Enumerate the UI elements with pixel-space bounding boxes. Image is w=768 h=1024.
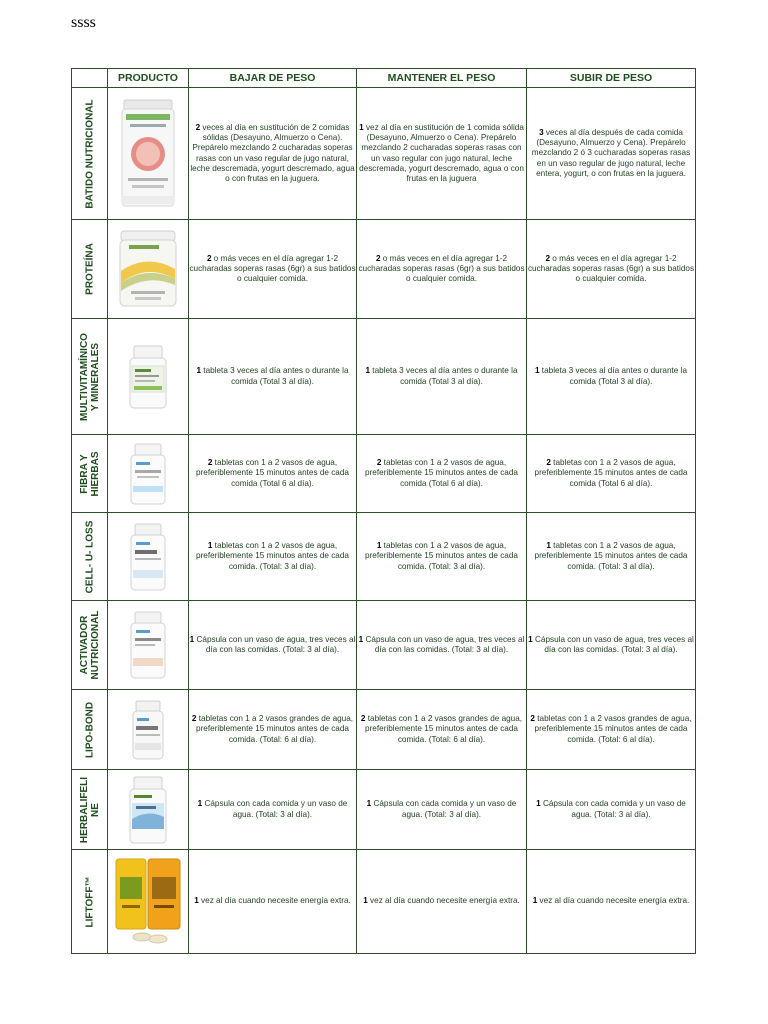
- dose-count: 1: [358, 634, 364, 644]
- dose-mantener-cell: [357, 770, 527, 850]
- category-cell: [72, 770, 108, 850]
- dose-mantener-cell: [357, 850, 527, 954]
- dose-count: 1: [534, 366, 540, 376]
- dose-text: vez al día en sustitución de 1 comida sólida (Desayuno, Almuerzo o Cena). Prepárelo mezclando 2 cucharadas soperas rasas con un vaso regular con jugo natural, leche descremada, yogurt descremado, agua o con frutas en la juguera: [359, 122, 524, 184]
- dose-bajar-cell: [189, 850, 357, 954]
- table-row: [72, 850, 696, 954]
- dose-text: Cápsula con cada comida y un vaso de agua. (Total: 3 al día).: [371, 799, 517, 819]
- dose-count: 1: [363, 896, 368, 906]
- category-cell: [72, 513, 108, 601]
- category-label: HERBALIFELI NE: [78, 776, 101, 843]
- category-cell: [72, 435, 108, 513]
- dose-text: tabletas con 1 a 2 vasos de agua, preferiblemente 15 minutos antes de cada comida. (Total: 3 al día).: [365, 541, 518, 571]
- dose-mantener-cell: [357, 319, 527, 435]
- dose-text: tabletas con 1 a 2 vasos de agua, preferiblemente 15 minutos antes de cada comida. (Total: 3 al día).: [534, 541, 688, 571]
- dose-text: Cápsula con cada comida y un vaso de agua. (Total: 3 al día).: [540, 799, 686, 819]
- dose-text: tabletas con 1 a 2 vasos grandes de agua, preferiblemente 15 minutos antes de cada comida. (Total: 6 al día).: [534, 714, 692, 744]
- dose-mantener-cell: [357, 435, 527, 513]
- category-label: BATIDO NUTRICIONAL: [84, 98, 95, 209]
- dose-subir-cell: [527, 850, 696, 954]
- category-cell: [72, 220, 108, 319]
- table-row: [72, 319, 696, 435]
- dose-text: tabletas con 1 a 2 vasos grandes de agua, preferiblemente 15 minutos antes de cada comida. (Total: 6 al día).: [365, 714, 523, 744]
- category-label: LIFTOFF™: [84, 876, 95, 927]
- dose-count: 1: [366, 799, 372, 809]
- herbalifeline-bottle-icon: [126, 775, 170, 845]
- dose-count: 1: [376, 541, 382, 551]
- dose-count: 2: [546, 458, 551, 468]
- multivitamin-bottle-icon: [126, 344, 170, 410]
- header-blank: [72, 69, 108, 88]
- product-image-cell: [108, 319, 189, 435]
- dose-text: tableta 3 veces al día antes o durante la comida (Total 3 al día).: [370, 366, 518, 386]
- table-row: [72, 435, 696, 513]
- dose-text: tabletas con 1 a 2 vasos de agua, preferiblemente 15 minutos antes de cada comida (Total 6 al día).: [196, 458, 349, 488]
- dose-count: 1: [536, 799, 541, 809]
- dose-text: tabletas con 1 a 2 vasos de agua, preferiblemente 15 minutos antes de cada comida (Total 6 al día).: [534, 458, 688, 488]
- dose-text: o más veces en el día agregar 1-2 cucharadas soperas rasas (6gr) a sus batidos o cualquier comida.: [527, 253, 695, 284]
- dose-bajar-cell: [189, 601, 357, 690]
- dose-mantener-cell: [357, 513, 527, 601]
- dose-count: 1: [546, 541, 551, 551]
- dose-count: 1: [196, 366, 202, 376]
- product-image-cell: [108, 513, 189, 601]
- dose-bajar-cell: [189, 770, 357, 850]
- dose-subir-cell: [527, 220, 696, 319]
- table-row: [72, 690, 696, 770]
- dose-count: 2: [375, 253, 381, 263]
- dose-bajar-cell: [189, 88, 357, 220]
- dose-text: veces al día en sustitución de 2 comidas sólidas (Desayuno, Almuerzo o Cena). Prepárelo mezclando 2 cucharadas soperas rasas con un vaso regular de jugo natural, leche descremada, yogurt descremado, agua o con frutas en la juguera.: [190, 122, 355, 184]
- dose-subir-cell: [527, 690, 696, 770]
- dose-count: 1: [532, 896, 538, 906]
- liftoff-tubes-icon: [112, 857, 184, 947]
- dose-count: 1: [194, 896, 199, 906]
- dose-text: veces al día después de cada comida (Desayuno, Almuerzo y Cena). Prepárelo mezclando 2 ó 3 cucharadas soperas rasas en un vaso regular de jugo natural, leche entera, yogurt, o con frutas en la juguera.: [531, 127, 691, 178]
- supplement-plan-table: [71, 68, 696, 954]
- table-row: [72, 513, 696, 601]
- dose-text: tableta 3 veces al día antes o durante la comida (Total 3 al día).: [201, 366, 349, 386]
- category-cell: [72, 850, 108, 954]
- category-cell: [72, 690, 108, 770]
- dose-subir-cell: [527, 601, 696, 690]
- product-image-cell: [108, 770, 189, 850]
- category-label: PROTEÍNA: [84, 243, 95, 295]
- dose-count: 2: [191, 714, 197, 724]
- herbalife-shake-canister-icon: [118, 98, 178, 210]
- dose-count: 3: [539, 127, 544, 137]
- dose-subir-cell: [527, 88, 696, 220]
- dose-text: Cápsula con cada comida y un vaso de agua. (Total: 3 al día).: [202, 799, 348, 819]
- header-subir-de-peso: SUBIR DE PESO: [527, 69, 696, 88]
- dose-bajar-cell: [189, 220, 357, 319]
- dose-bajar-cell: [189, 690, 357, 770]
- dose-count: 1: [197, 799, 203, 809]
- product-image-cell: [108, 690, 189, 770]
- dose-count: 1: [189, 634, 195, 644]
- dose-count: 2: [360, 714, 366, 724]
- product-image-cell: [108, 601, 189, 690]
- dose-text: o más veces en el día agregar 1-2 cucharadas soperas rasas (6gr) a sus batidos o cualquier comida.: [189, 253, 356, 284]
- dose-text: tableta 3 veces al día antes o durante la comida (Total 3 al día).: [539, 366, 688, 386]
- dose-bajar-cell: [189, 435, 357, 513]
- dose-subir-cell: [527, 513, 696, 601]
- dose-text: tabletas con 1 a 2 vasos de agua, preferiblemente 15 minutos antes de cada comida. (Total: 3 al día).: [196, 541, 349, 571]
- table-row: [72, 220, 696, 319]
- header-bajar-de-peso: BAJAR DE PESO: [189, 69, 357, 88]
- dose-text: tabletas con 1 a 2 vasos grandes de agua, preferiblemente 15 minutos antes de cada comida. (Total: 6 al día).: [196, 714, 354, 744]
- dose-text: vez al día cuando necesite energía extra.: [367, 896, 520, 906]
- dose-text: o más veces en el día agregar 1-2 cucharadas soperas rasas (6gr) a sus batidos o cualquier comida.: [358, 253, 525, 284]
- dose-mantener-cell: [357, 601, 527, 690]
- dose-text: vez al día cuando necesite energía extra.: [198, 896, 351, 906]
- dose-text: vez al día cuando necesite energía extra.: [537, 896, 690, 906]
- table-row: [72, 770, 696, 850]
- header-mantener-el-peso: MANTENER EL PESO: [357, 69, 527, 88]
- dose-count: 2: [207, 458, 213, 468]
- dose-mantener-cell: [357, 690, 527, 770]
- dose-subir-cell: [527, 435, 696, 513]
- dose-bajar-cell: [189, 513, 357, 601]
- dose-subir-cell: [527, 319, 696, 435]
- dose-count: 1: [207, 541, 213, 551]
- category-label: CELL- U- LOSS: [84, 520, 95, 593]
- cell-u-loss-bottle-icon: [128, 522, 168, 592]
- table-row: [72, 601, 696, 690]
- dose-bajar-cell: [189, 319, 357, 435]
- dose-text: Cápsula con un vaso de agua, tres veces al día con las comidas. (Total: 3 al día).: [532, 634, 694, 654]
- dose-count: 1: [359, 122, 364, 132]
- dose-count: 1: [528, 634, 533, 644]
- category-label: FIBRA Y HIERBAS: [78, 451, 101, 497]
- dose-text: Cápsula con un vaso de agua, tres veces al día con las comidas. (Total: 3 al día).: [363, 634, 525, 654]
- table-row: [72, 88, 696, 220]
- product-image-cell: [108, 88, 189, 220]
- category-cell: [72, 88, 108, 220]
- fiber-herbs-bottle-icon: [128, 442, 168, 506]
- header-producto: PRODUCTO: [108, 69, 189, 88]
- category-label: LIPO-BOND: [84, 701, 95, 758]
- category-label: MULTIVITAMÍNICO Y MINERALES: [78, 332, 101, 421]
- dose-subir-cell: [527, 770, 696, 850]
- category-cell: [72, 601, 108, 690]
- protein-powder-canister-icon: [117, 229, 179, 309]
- dose-count: 1: [365, 366, 371, 376]
- product-image-cell: [108, 435, 189, 513]
- dose-mantener-cell: [357, 88, 527, 220]
- lipo-bond-bottle-icon: [130, 699, 166, 761]
- category-cell: [72, 319, 108, 435]
- dose-count: 2: [376, 458, 382, 468]
- dose-count: 2: [206, 253, 212, 263]
- dose-text: tabletas con 1 a 2 vasos de agua, preferiblemente 15 minutos antes de cada comida (Total 6 al día).: [365, 458, 518, 488]
- dose-mantener-cell: [357, 220, 527, 319]
- activator-bottle-icon: [128, 610, 168, 680]
- document-title: ssss: [71, 14, 96, 31]
- dose-count: 2: [530, 714, 535, 724]
- dose-text: Cápsula con un vaso de agua, tres veces al día con las comidas. (Total: 3 al día).: [194, 634, 356, 654]
- dose-count: 2: [195, 122, 201, 132]
- dose-count: 2: [545, 253, 551, 263]
- category-label: ACTIVADOR NUTRICIONAL: [78, 610, 101, 680]
- header-row: [72, 69, 696, 88]
- product-image-cell: [108, 220, 189, 319]
- product-image-cell: [108, 850, 189, 954]
